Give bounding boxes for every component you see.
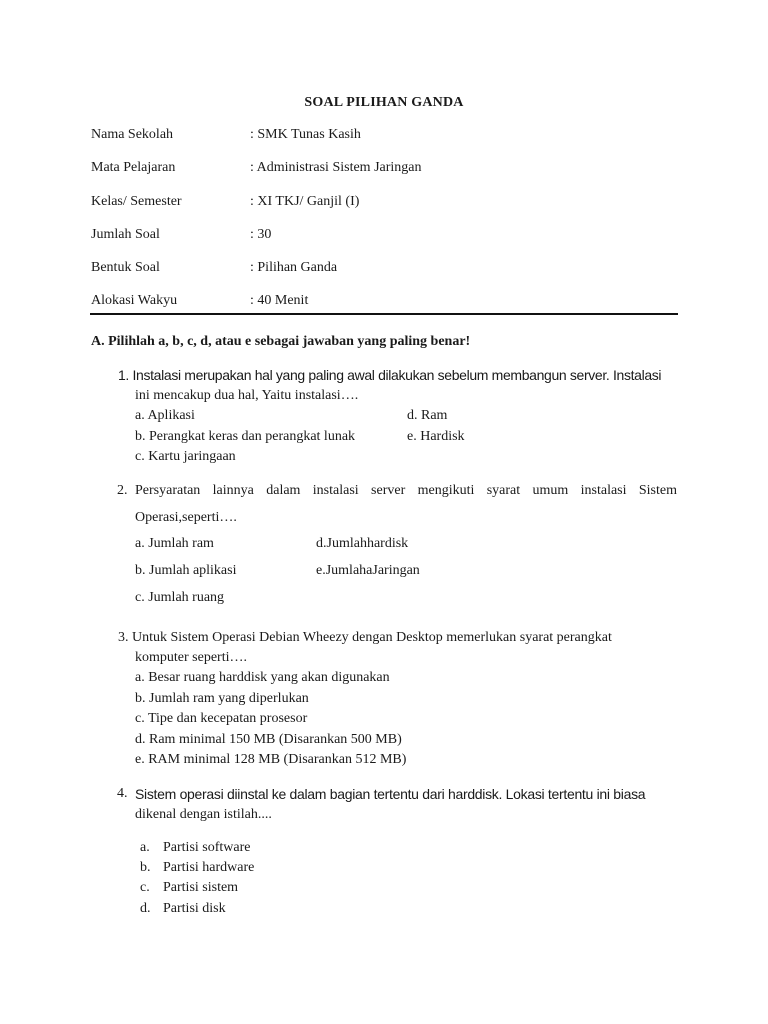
info-value-school: : SMK Tunas Kasih xyxy=(250,127,361,142)
q1-option-e: e. Hardisk xyxy=(407,429,465,444)
q2-option-a: a. Jumlah ram xyxy=(135,536,214,551)
info-value-subject: : Administrasi Sistem Jaringan xyxy=(250,160,422,175)
info-label-time: Alokasi Wakyu xyxy=(91,293,178,308)
q4-option-a: Partisi software xyxy=(163,840,251,855)
q3-option-d: d. Ram minimal 150 MB (Disarankan 500 MB) xyxy=(135,732,402,747)
q1-text-line2: ini mencakup dua hal, Yaitu instalasi…. xyxy=(135,388,359,403)
q3-text-line2: komputer seperti…. xyxy=(135,650,247,665)
q4-text-line2: dikenal dengan istilah.... xyxy=(135,807,272,822)
q4-number: 4. xyxy=(117,786,128,801)
q4-option-c: Partisi sistem xyxy=(163,880,239,895)
q1-option-a: a. Aplikasi xyxy=(135,408,195,423)
info-value-class: : XI TKJ/ Ganjil (I) xyxy=(250,194,360,209)
q2-number: 2. xyxy=(117,483,128,498)
header-divider xyxy=(90,313,678,315)
q4-option-letter-a: a. xyxy=(140,840,150,855)
q2-option-e: e.JumlahaJaringan xyxy=(316,563,420,578)
page-title: SOAL PILIHAN GANDA xyxy=(304,95,464,110)
info-label-subject: Mata Pelajaran xyxy=(91,160,176,175)
info-value-form: : Pilihan Ganda xyxy=(250,260,338,275)
info-label-count: Jumlah Soal xyxy=(91,227,160,242)
info-label-class: Kelas/ Semester xyxy=(91,194,182,209)
q4-text-line1: Sistem operasi diinstal ke dalam bagian tertentu dari harddisk. Lokasi tertentu ini biasa xyxy=(135,786,646,802)
q4-option-d: Partisi disk xyxy=(163,901,226,916)
q2-option-d: d.Jumlahhardisk xyxy=(316,536,409,551)
q4-option-b: Partisi hardware xyxy=(163,860,255,875)
q3-option-c: c. Tipe dan kecepatan prosesor xyxy=(135,711,308,726)
q3-text-line1: 3. Untuk Sistem Operasi Debian Wheezy dengan Desktop memerlukan syarat perangkat xyxy=(118,630,612,645)
q2-option-b: b. Jumlah aplikasi xyxy=(135,563,237,578)
q1-option-d: d. Ram xyxy=(407,408,448,423)
q2-text-line2: Operasi,seperti…. xyxy=(135,510,237,525)
q1-option-c: c. Kartu jaringaan xyxy=(135,449,236,464)
q3-option-e: e. RAM minimal 128 MB (Disarankan 512 MB) xyxy=(135,752,407,767)
q3-option-b: b. Jumlah ram yang diperlukan xyxy=(135,691,309,706)
q4-option-letter-b: b. xyxy=(140,860,151,875)
q1-text-line1: 1. Instalasi merupakan hal yang paling awal dilakukan sebelum membangun server. Instalasi xyxy=(118,367,662,383)
q2-text-line1: Persyaratan lainnya dalam instalasi server mengikuti syarat umum instalasi Sistem xyxy=(135,483,677,498)
info-label-school: Nama Sekolah xyxy=(91,127,174,142)
info-value-count: : 30 xyxy=(250,227,272,242)
q4-option-letter-c: c. xyxy=(140,880,150,895)
q1-option-b: b. Perangkat keras dan perangkat lunak xyxy=(135,429,356,444)
info-value-time: : 40 Menit xyxy=(250,293,309,308)
q4-option-letter-d: d. xyxy=(140,901,151,916)
q2-option-c: c. Jumlah ruang xyxy=(135,590,225,605)
q3-option-a: a. Besar ruang harddisk yang akan digunakan xyxy=(135,670,390,685)
info-label-form: Bentuk Soal xyxy=(91,260,160,275)
instruction-heading: A. Pilihlah a, b, c, d, atau e sebagai jawaban yang paling benar! xyxy=(91,334,471,349)
